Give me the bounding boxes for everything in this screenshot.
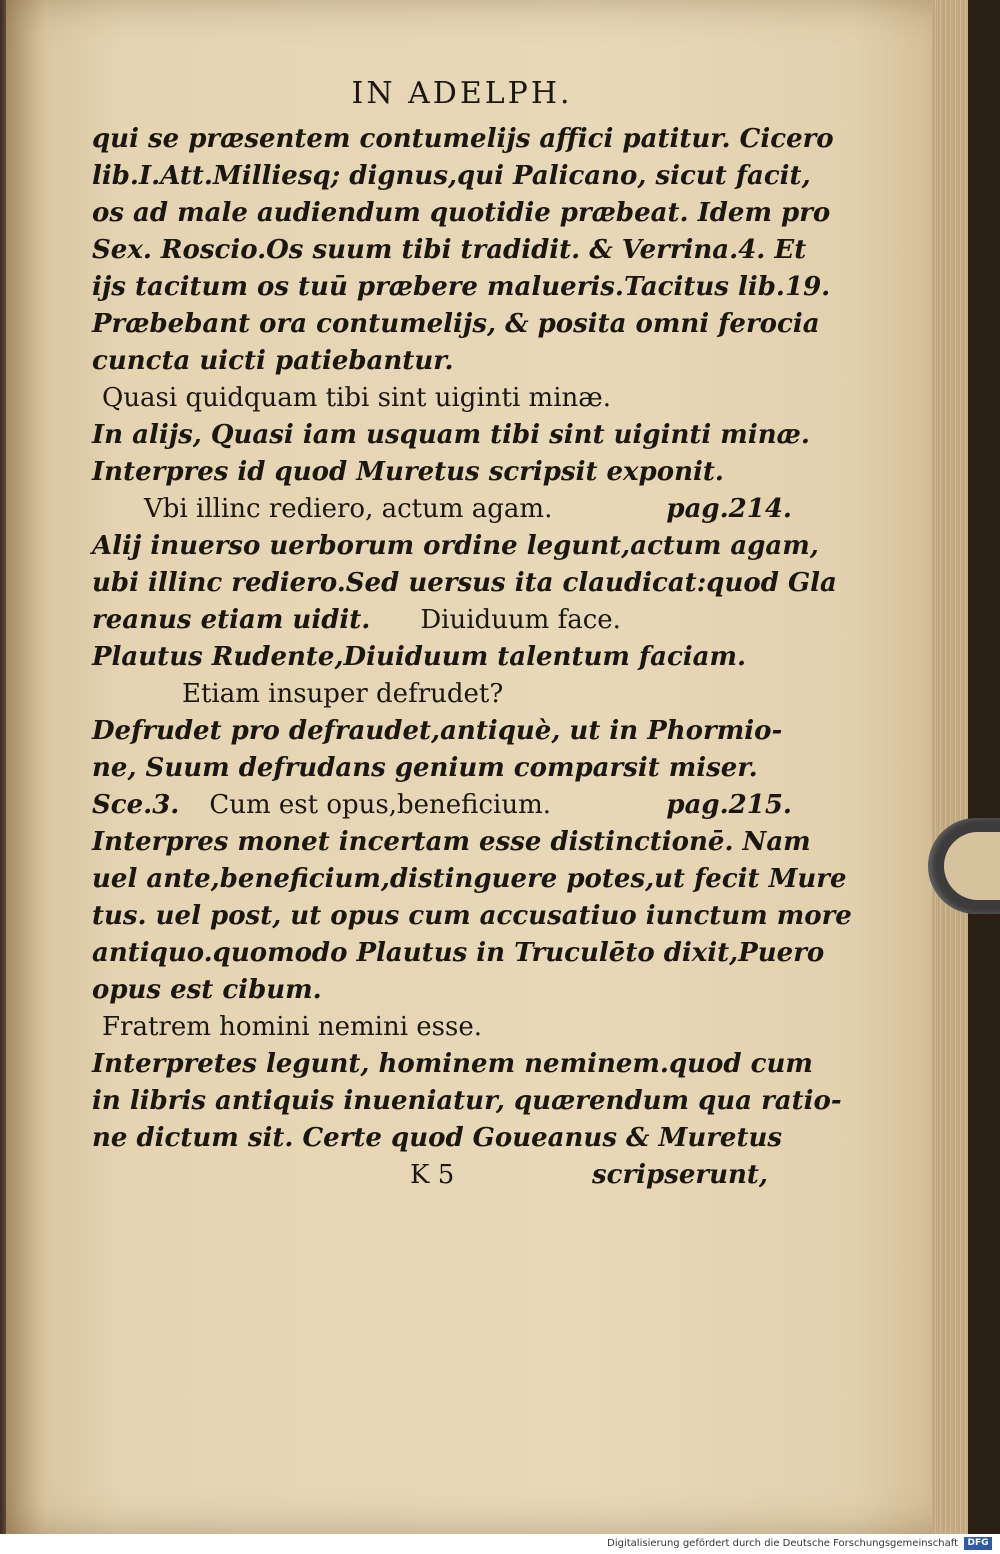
commentary-text: Sex. Roscio.Os suum tibi tradidit. & Verrina.4. Et bbox=[92, 235, 807, 265]
commentary-text: os ad male audiendum quotidie præbeat. Idem pro bbox=[92, 198, 831, 228]
lemma-text: Diuiduum face. bbox=[420, 605, 621, 635]
commentary-text: ne dictum sit. Certe quod Goueanus & Muretus bbox=[92, 1123, 783, 1153]
commentary-text: opus est cibum. bbox=[92, 975, 322, 1005]
lemma-text: Cum est opus,beneficium. bbox=[209, 790, 552, 820]
lemma-text: Vbi illinc rediero, actum agam. bbox=[144, 494, 553, 524]
page-footer bbox=[92, 1157, 792, 1197]
text-line bbox=[92, 861, 847, 898]
text-line bbox=[92, 1009, 792, 1046]
page-reference: pag.215. bbox=[666, 790, 792, 820]
text-line bbox=[92, 787, 792, 824]
commentary-text: lib.I.Att.Milliesq; dignus,qui Palicano, sicut facit, bbox=[92, 161, 811, 191]
lemma-text: Etiam insuper defrudet? bbox=[182, 679, 504, 709]
commentary-text: Plautus Rudente,Diuiduum talentum faciam. bbox=[92, 642, 747, 672]
text-line bbox=[92, 121, 834, 158]
dfg-credit-bar bbox=[0, 1534, 1000, 1554]
text-line bbox=[92, 639, 792, 676]
text-line bbox=[92, 898, 852, 935]
commentary-text: ubi illinc rediero.Sed uersus ita claudicat:quod Gla bbox=[92, 568, 837, 598]
commentary-text: ijs tacitum os tuū præbere malueris.Tacitus lib.19. bbox=[92, 272, 831, 302]
running-header: IN ADELPH. bbox=[351, 76, 573, 111]
text-line bbox=[92, 935, 825, 972]
text-line bbox=[92, 306, 820, 343]
commentary-text: uel ante,beneficium,distinguere potes,ut fecit Mure bbox=[92, 864, 847, 894]
commentary-text: cuncta uicti patiebantur. bbox=[92, 346, 454, 376]
text-block bbox=[92, 76, 852, 1197]
dfg-credit-text: Digitalisierung gefördert durch die Deutsche Forschungsgemeinschaft bbox=[607, 1538, 958, 1549]
commentary-text: qui se præsentem contumelijs affici patitur. Cicero bbox=[92, 124, 834, 154]
text-line bbox=[92, 454, 792, 491]
text-line bbox=[92, 972, 792, 1009]
text-line bbox=[92, 713, 792, 750]
text-line bbox=[92, 269, 831, 306]
text-line bbox=[92, 750, 792, 787]
commentary-text: Interpres id quod Muretus scripsit exponit. bbox=[92, 457, 724, 487]
commentary-text: Interpres monet incertam esse distinctionē. Nam bbox=[92, 827, 811, 857]
text-line bbox=[92, 824, 811, 861]
text-line bbox=[92, 565, 837, 602]
commentary-text: Alij inuerso uerborum ordine legunt,actum agam, bbox=[92, 531, 819, 561]
catchword: scripserunt, bbox=[592, 1160, 768, 1190]
text-line bbox=[92, 380, 792, 417]
commentary-text: Defrudet pro defraudet,antiquè, ut in Phormio- bbox=[92, 716, 783, 746]
text-line bbox=[92, 676, 792, 713]
commentary-text: Præbebant ora contumelijs, & posita omni ferocia bbox=[92, 309, 820, 339]
commentary-text: tus. uel post, ut opus cum accusatiuo iunctum more bbox=[92, 901, 852, 931]
commentary-text: in libris antiquis inueniatur, quærendum qua ratio- bbox=[92, 1086, 842, 1116]
text-line bbox=[92, 232, 807, 269]
commentary-text: antiquo.quomodo Plautus in Truculēto dixit,Puero bbox=[92, 938, 825, 968]
text-line bbox=[92, 158, 811, 195]
text-line bbox=[92, 1083, 842, 1120]
lemma-text: Fratrem homini nemini esse. bbox=[102, 1012, 482, 1042]
signature-mark: K 5 bbox=[410, 1160, 455, 1190]
text-lines bbox=[92, 121, 852, 1157]
commentary-text: ne, Suum defrudans genium comparsit miser. bbox=[92, 753, 758, 783]
scene-marker: Sce.3. bbox=[92, 790, 180, 820]
text-line bbox=[92, 1046, 813, 1083]
text-line bbox=[92, 195, 831, 232]
text-line bbox=[92, 1120, 792, 1157]
page-edges bbox=[932, 0, 968, 1534]
lemma-text: Quasi quidquam tibi sint uiginti minæ. bbox=[102, 383, 611, 413]
page-reference: pag.214. bbox=[666, 494, 792, 524]
text-line bbox=[92, 491, 792, 528]
text-line bbox=[92, 602, 792, 639]
commentary-text: Interpretes legunt, hominem neminem.quod cum bbox=[92, 1049, 813, 1079]
text-line bbox=[92, 417, 810, 454]
commentary-text: In alijs, Quasi iam usquam tibi sint uiginti minæ. bbox=[92, 420, 810, 450]
commentary-text: reanus etiam uidit. bbox=[92, 605, 371, 635]
text-line bbox=[92, 343, 792, 380]
text-line bbox=[92, 528, 819, 565]
dfg-logo: DFG bbox=[964, 1537, 992, 1550]
